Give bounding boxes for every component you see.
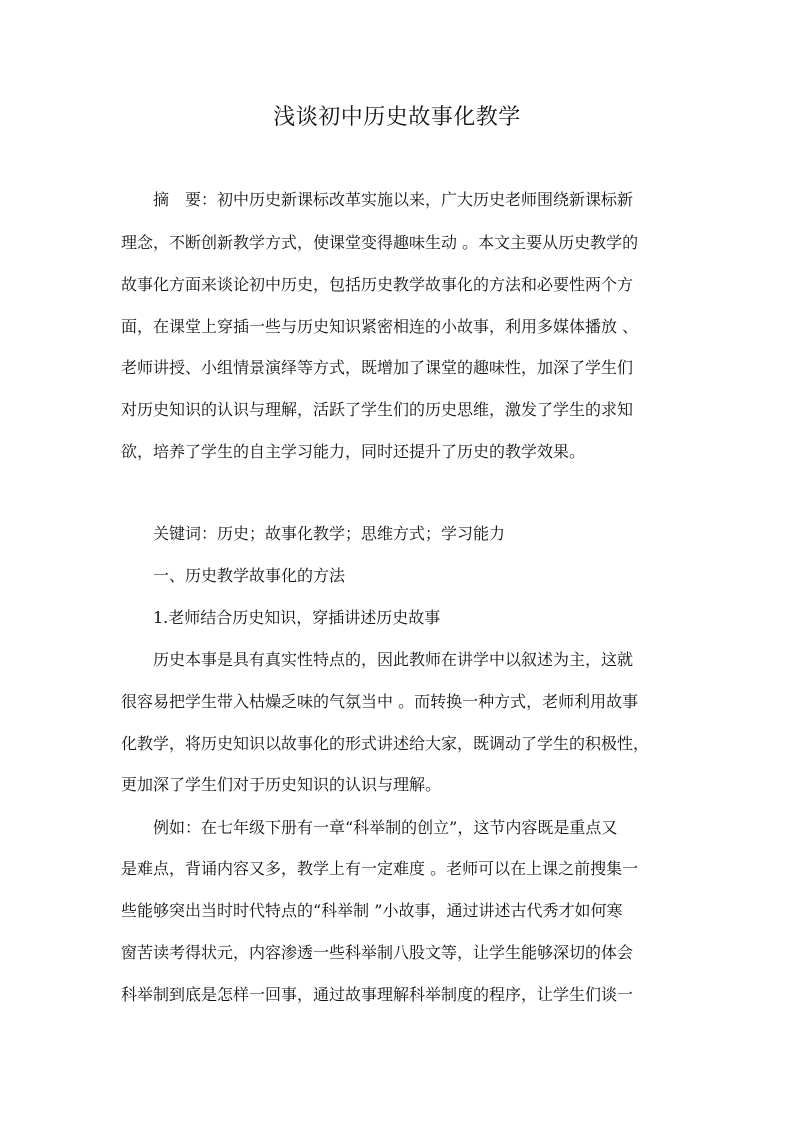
paragraph-line: 化教学，将历史知识以故事化的形式讲述给大家，既调动了学生的积极性， xyxy=(121,734,650,753)
abstract-line: 故事化方面来谈论初中历史，包括历史教学故事化的方法和必要性两个方 xyxy=(121,275,634,294)
abstract-line: 面，在课堂上穿插一些与历史知识紧密相连的小故事，利用多媒体播放 、 xyxy=(121,317,639,336)
paragraph-line: 科举制到底是怎样一回事，通过故事理解科举制度的程序，让学生们谈一 xyxy=(121,985,634,1004)
abstract-line: 理念，不断创新教学方式，使课堂变得趣味生动 。本文主要从历史教学的 xyxy=(121,233,639,252)
abstract-line: 老师讲授、小组情景演绎等方式，既增加了课堂的趣味性，加深了学生们 xyxy=(121,358,634,377)
subsection-heading: 1.老师结合历史知识，穿插讲述历史故事 xyxy=(153,608,441,627)
paragraph-line: 更加深了学生们对于历史知识的认识与理解。 xyxy=(121,775,442,794)
paragraph-line: 窗苦读考得状元，内容渗透一些科举制八股文等，让学生能够深切的体会 xyxy=(121,943,634,962)
paragraph-line: 例如：在七年级下册有一章“科举制的创立”，这节内容既是重点又 xyxy=(153,818,618,837)
paragraph-line: 些能够突出当时时代特点的“科举制 ”小故事，通过讲述古代秀才如何寒 xyxy=(121,901,623,920)
paragraph-line: 很容易把学生带入枯燥乏味的气氛当中 。而转换一种方式，老师利用故事 xyxy=(121,692,639,711)
abstract-line: 对历史知识的认识与理解，活跃了学生们的历史思维，激发了学生的求知 xyxy=(121,400,634,419)
paragraph-line: 是难点，背诵内容又多，教学上有一定难度 。老师可以在上课之前搜集一 xyxy=(121,859,639,878)
paragraph-line: 历史本事是具有真实性特点的，因此教师在讲学中以叙述为主，这就 xyxy=(153,650,634,669)
section-heading: 一、历史教学故事化的方法 xyxy=(153,566,346,585)
page-title: 浅谈初中历史故事化教学 xyxy=(273,105,521,130)
abstract-line: 摘 要：初中历史新课标改革实施以来，广大历史老师围绕新课标新 xyxy=(153,190,634,209)
keywords: 关键词：历史；故事化教学；思维方式；学习能力 xyxy=(153,524,506,543)
abstract-line: 欲，培养了学生的自主学习能力，同时还提升了历史的教学效果。 xyxy=(121,442,586,461)
